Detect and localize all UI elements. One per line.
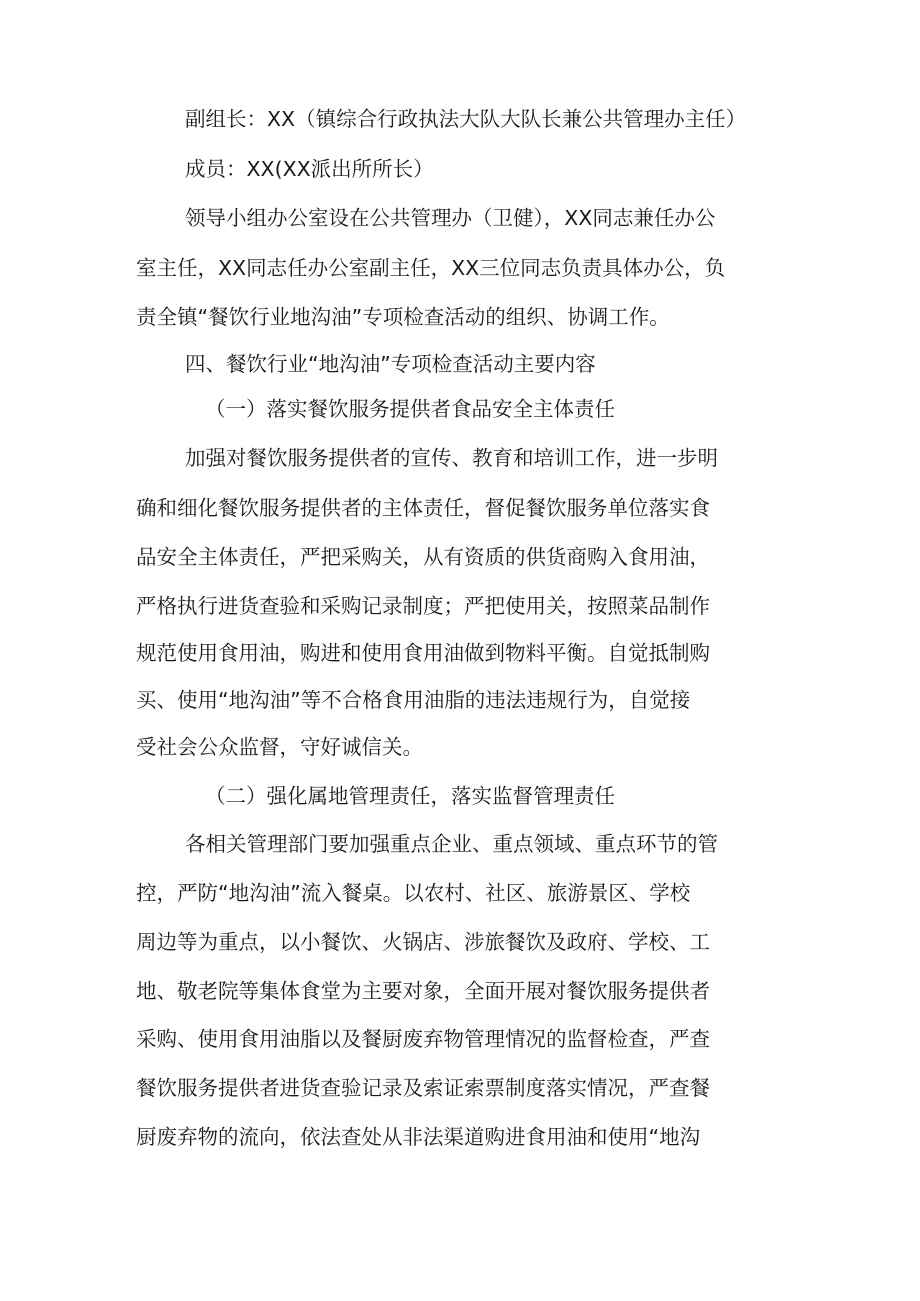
text-line: 受社会公众监督，守好诚信关。 xyxy=(136,735,423,759)
text-line: 规范使用食用油，购进和使用食用油做到物料平衡。自觉抵制购 xyxy=(136,641,710,665)
text-line: 买、使用“地沟油”等不合格食用油脂的违法违规行为，自觉接 xyxy=(136,688,691,712)
section-heading-4: 四、餐饮行业“地沟油”专项检查活动主要内容 xyxy=(185,352,596,376)
text-line: 室主任，XX同志任办公室副主任，XX三位同志负责具体办公，负 xyxy=(136,256,726,280)
text-line: 确和细化餐饮服务提供者的主体责任，督促餐饮服务单位落实食 xyxy=(136,496,710,520)
text-line: 加强对餐饮服务提供者的宣传、教育和培训工作，进一步明 xyxy=(185,446,718,470)
text-line: 严格执行进货查验和采购记录制度；严把使用关，按照菜品制作 xyxy=(136,594,710,618)
text-line: 地、敬老院等集体食堂为主要对象，全面开展对餐饮服务提供者 xyxy=(136,979,710,1003)
text-line: 厨废弃物的流向，依法查处从非法渠道购进食用油和使用“地沟 xyxy=(136,1125,701,1149)
text-line: 责全镇“餐饮行业地沟油”专项检查活动的组织、协调工作。 xyxy=(136,305,670,329)
text-line: 餐饮服务提供者进货查验记录及索证索票制度落实情况，严查餐 xyxy=(136,1076,710,1100)
text-line-deputy-leader: 副组长：XX（镇综合行政执法大队大队长兼公共管理办主任） xyxy=(185,107,747,131)
text-line: 品安全主体责任，严把采购关，从有资质的供货商购入食用油， xyxy=(136,545,710,569)
text-line: 周边等为重点，以小餐饮、火锅店、涉旅餐饮及政府、学校、工 xyxy=(136,930,710,954)
subsection-heading-2: （二）强化属地管理责任，落实监督管理责任 xyxy=(205,784,615,808)
subsection-heading-1: （一）落实餐饮服务提供者食品安全主体责任 xyxy=(205,397,615,421)
text-line-members: 成员：XX(XX派出所所长） xyxy=(185,157,434,181)
text-line: 各相关管理部门要加强重点企业、重点领域、重点环节的管 xyxy=(185,832,718,856)
text-line: 领导小组办公室设在公共管理办（卫健），XX同志兼任办公 xyxy=(185,206,716,230)
text-line: 采购、使用食用油脂以及餐厨废弃物管理情况的监督检查，严查 xyxy=(136,1027,710,1051)
text-line: 控，严防“地沟油”流入餐桌。以农村、社区、旅游景区、学校 xyxy=(136,881,691,905)
